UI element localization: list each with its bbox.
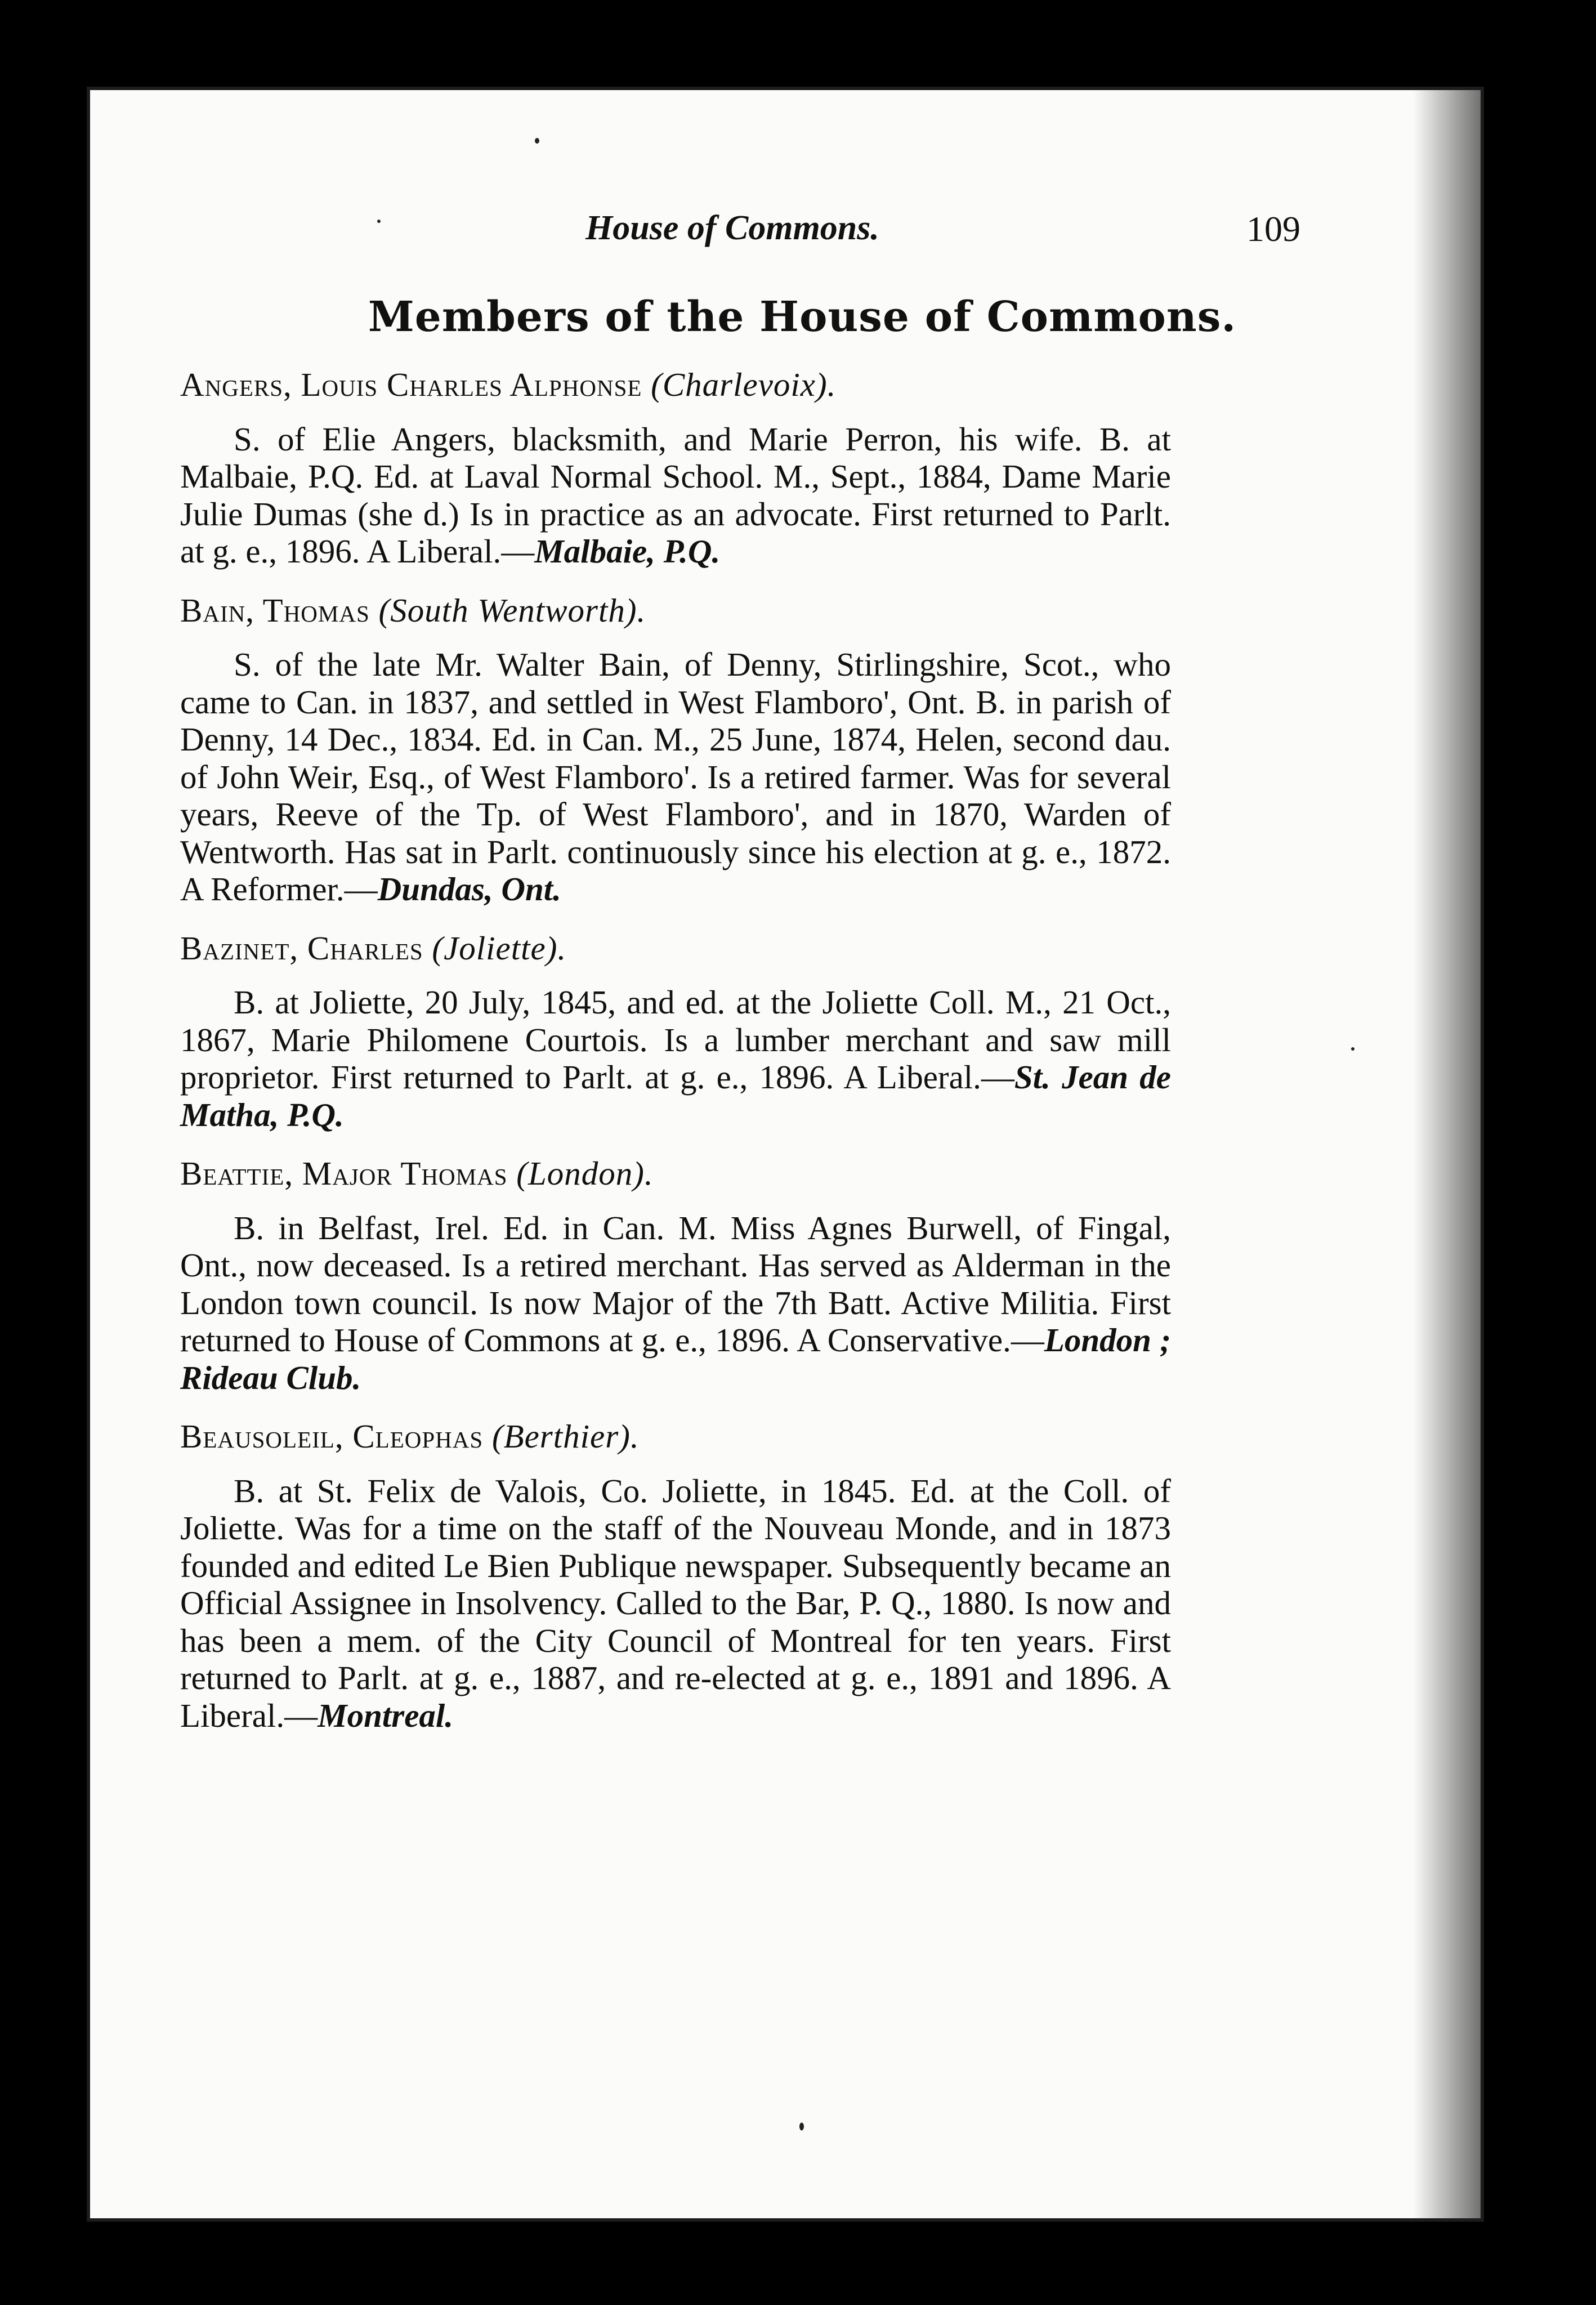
residence: St. Jean de Matha, P.Q. <box>180 1058 1171 1133</box>
page-number: 109 <box>1246 209 1300 249</box>
constituency: (South Wentworth). <box>378 591 646 629</box>
constituency: (Charlevoix). <box>651 366 837 403</box>
residence: London ; Rideau Club. <box>180 1321 1171 1396</box>
biography-text: B. at Joliette, 20 July, 1845, and ed. at the Joliette Coll. M., 21 Oct., 1867, Marie Philomene Courtois. Is a lumber merchant and saw mill proprietor. First returned to Parlt. at g. e., 1896. A Liberal.— <box>180 984 1171 1096</box>
member-entry <box>180 592 1171 908</box>
entry-heading <box>180 1155 1171 1192</box>
residence: Malbaie, P.Q. <box>534 533 721 570</box>
biography-text: B. at St. Felix de Valois, Co. Joliette, in 1845. Ed. at the Coll. of Joliette. Was for a time on the staff of the Nouveau Monde, and in 1873 founded and edited Le Bien Publique newspaper. Subsequently became an Official Assignee in Insolvency. Called to the Bar, P. Q., 1880. Is now and has been a mem. of the City Council of Montreal for ten years. First returned to Parlt. at g. e., 1887, and re-elected at g. e., 1891 and 1896. A Liberal.— <box>180 1472 1171 1734</box>
biography-text: S. of Elie Angers, blacksmith, and Marie Perron, his wife. B. at Malbaie, P.Q. Ed. at Laval Normal School. M., Sept., 1884, Dame Marie Julie Dumas (she d.) Is in practice as an advocate. First returned to Parlt. at g. e., 1896. A Liberal.— <box>180 420 1171 570</box>
member-name: Angers, Louis Charles Alphonse <box>180 366 642 403</box>
print-speck <box>535 138 539 144</box>
member-name: Bazinet, Charles <box>180 929 423 967</box>
gutter-shadow <box>1413 90 1481 2218</box>
entry-biography <box>180 984 1171 1133</box>
entry-heading <box>180 592 1171 629</box>
entry-biography <box>180 1472 1171 1735</box>
entry-heading <box>180 366 1171 404</box>
member-entry <box>180 930 1171 1134</box>
member-entries <box>180 366 1171 1755</box>
section-title: Members of the House of Commons. <box>368 293 1237 341</box>
running-head: House of Commons. <box>585 209 879 247</box>
page-header <box>495 208 1300 276</box>
entry-biography <box>180 646 1171 908</box>
biography-text: B. in Belfast, Irel. Ed. in Can. M. Miss Agnes Burwell, of Fingal, Ont., now deceased. Is a retired merchant. Has served as Alderman in the London town council. Is now Major of the 7th Batt. Active Militia. First returned to House of Commons at g. e., 1896. A Conservative.— <box>180 1209 1171 1359</box>
entry-biography <box>180 421 1171 570</box>
member-entry <box>180 1155 1171 1396</box>
entry-biography <box>180 1209 1171 1397</box>
residence: Dundas, Ont. <box>377 870 561 908</box>
entry-heading <box>180 1418 1171 1455</box>
member-entry <box>180 366 1171 570</box>
print-speck <box>1351 1047 1354 1051</box>
member-name: Beattie, Major Thomas <box>180 1155 508 1192</box>
constituency: (Joliette). <box>432 929 567 967</box>
residence: Montreal. <box>318 1696 454 1734</box>
book-page <box>90 90 1481 2218</box>
member-entry <box>180 1418 1171 1734</box>
constituency: (London). <box>516 1155 654 1192</box>
print-speck <box>377 220 381 223</box>
member-name: Bain, Thomas <box>180 591 370 629</box>
constituency: (Berthier). <box>491 1418 640 1455</box>
print-speck <box>799 2123 804 2130</box>
biography-text: S. of the late Mr. Walter Bain, of Denny, Stirlingshire, Scot., who came to Can. in 1837, and settled in West Flamboro', Ont. B. in parish of Denny, 14 Dec., 1834. Ed. in Can. M., 25 June, 1874, Helen, second dau. of John Weir, Esq., of West Flamboro'. Is a retired farmer. Was for several years, Reeve of the Tp. of West Flamboro', and in 1870, Warden of Wentworth. Has sat in Parlt. continuously since his election at g. e., 1872. A Reformer.— <box>180 646 1171 908</box>
member-name: Beausoleil, Cleophas <box>180 1418 484 1455</box>
entry-heading <box>180 930 1171 967</box>
